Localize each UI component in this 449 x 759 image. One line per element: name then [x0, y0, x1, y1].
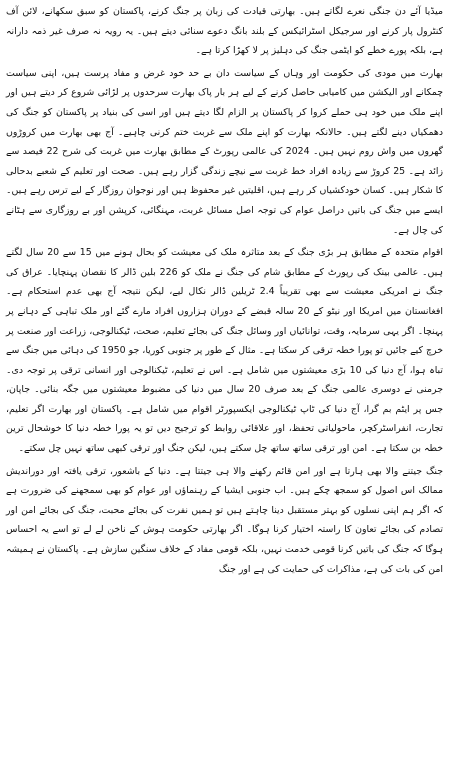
article-paragraph-3: اقوام متحدہ کے مطابق ہر بڑی جنگ کے بعد متاثرہ ملک کی معیشت کو بحال ہونے میں 15 سے 20 سال لگتے ہیں۔ عالمی بینک کی رپورٹ کے مطابق شام کی جنگ نے ملک کو 226 بلین ڈالر کا نقصان پہنچایا۔ عراق کی جنگ نے امریکی معیشت سے بھی تقریباً 2.4 ٹریلین ڈالر نکال لیے، لیکن نتیجہ آج بھی عدم استحکام ہے۔ افغانستان میں امریکا اور نیٹو کے 20 سالہ قبضے کے دوران ہزاروں افراد مارے گئے اور ملک تباہی کے دہانے پر پہنچا۔ اگر یہی سرمایہ، وقت، توانائیاں اور وسائل جنگ کی بجائے تعلیم، صحت، ٹیکنالوجی، زراعت اور صنعت پر خرچ کیے جائیں تو پورا خطہ ترقی کر سکتا ہے۔ مثال کے طور پر جنوبی کوریا، جو 1950 کی دہائی میں جنگ سے تباہ ہوا، آج دنیا کی 10 بڑی معیشتوں میں شامل ہے۔ اس نے تعلیم، ٹیکنالوجی اور انسانی ترقی پر توجہ دی۔ جرمنی نے دوسری عالمی جنگ کے بعد صرف 20 سال میں دنیا کی مضبوط معیشتوں میں جگہ بنائی۔ جاپان، جس پر ایٹم بم گرا، آج دنیا کی ٹاپ ٹیکنالوجی ایکسپورٹر اقوام میں شامل ہے۔ پاکستان اور بھارت اگر تعلیم، تجارت، انفراسٹرکچر، ماحولیاتی تحفظ، اور علاقائی روابط کو ترجیح دیں تو یہ پورا خطہ دنیا کا خوشحال ترین خطہ بن سکتا ہے۔ امن اور ترقی ساتھ ساتھ چل سکتے ہیں، لیکن جنگ اور ترقی کبھی ساتھ نہیں چل سکتے۔	[6, 247, 444, 455]
article-paragraph-1: میڈیا آئے دن جنگی نعرے لگاتے ہیں۔ بھارتی قیادت کی زبان پر جنگ کرنے، پاکستان کو سبق سکھانے، لائن آف کنٹرول پار کرنے اور سرجیکل اسٹرائیکس کے بلند بانگ دعوے سنائی دیتے ہیں۔ یہ رویہ نہ صرف غیر ذمہ دارانہ ہے، بلکہ پورے خطے کو ایٹمی جنگ کی دہلیز پر لا کھڑا کرتا ہے۔	[6, 6, 443, 57]
article-paragraph-2: بھارت میں مودی کی حکومت اور وہاں کے سیاست دان بے حد خود غرض و مفاد پرست ہیں، اپنی سیاست چمکانے اور الیکشن میں کامیابی حاصل کرنے کے لیے ہر بار پاک بھارت سرحدوں پر لڑائی شروع کر دیتے ہیں اور اپنے ملک میں خود ہی حملے کروا کر پاکستان پر الزام لگا دیتے ہیں اور اسی کی بنیاد پر پاکستان کو جنگ کی دھمکیاں دینے لگتے ہیں۔ حالانکہ بھارت کو اپنے ملک سے غربت ختم کرنی چاہیے۔ آج بھی بھارت میں کروڑوں گھروں میں واش روم نہیں ہیں۔ 2024 کی عالمی رپورٹ کے مطابق بھارت میں غربت کی شرح 22 فیصد سے زائد ہے۔ 25 کروڑ سے زیادہ افراد خط غربت سے نیچے زندگی گزار رہے ہیں۔ صحت اور تعلیم کے شعبے بدحالی کا شکار ہیں۔ کسان خودکشیاں کر رہے ہیں، اقلیتیں غیر محفوظ ہیں اور نوجوان روزگار کے لیے ترس رہے ہیں۔ ایسے میں جنگ کی باتیں دراصل عوام کی توجہ اصل مسائل غربت، مہنگائی، کرپشن اور بے روزگاری سے ہٹانے کی چال ہے۔	[6, 67, 443, 236]
article-paragraph-4: جنگ جیتنے والا بھی ہارتا ہے اور امن قائم رکھنے والا ہی جیتتا ہے۔ دنیا کے باشعور، ترقی یافتہ اور دوراندیش ممالک اس اصول کو سمجھ چکے ہیں۔ اب جنوبی ایشیا کے رہنماؤں اور عوام کو بھی سمجھنے کی ضرورت ہے کہ اگر ہم اپنی نسلوں کو بہتر مستقبل دینا چاہتے ہیں تو ہمیں نفرت کی بجائے محبت، جنگ کی بجائے امن اور تصادم کی بجائے تعاون کا راستہ اختیار کرنا ہوگا۔ اگر بھارتی حکومت ہوش کے ناخن لے لے تو اسے یہ احساس ہوگا کہ جنگ کی باتیں کرنا قومی خدمت نہیں، بلکہ قومی مفاد کے خلاف سنگین سازش ہے۔ پاکستان نے ہمیشہ امن کی بات کی ہے، مذاکرات کی حمایت کی ہے اور جنگ	[6, 465, 443, 575]
